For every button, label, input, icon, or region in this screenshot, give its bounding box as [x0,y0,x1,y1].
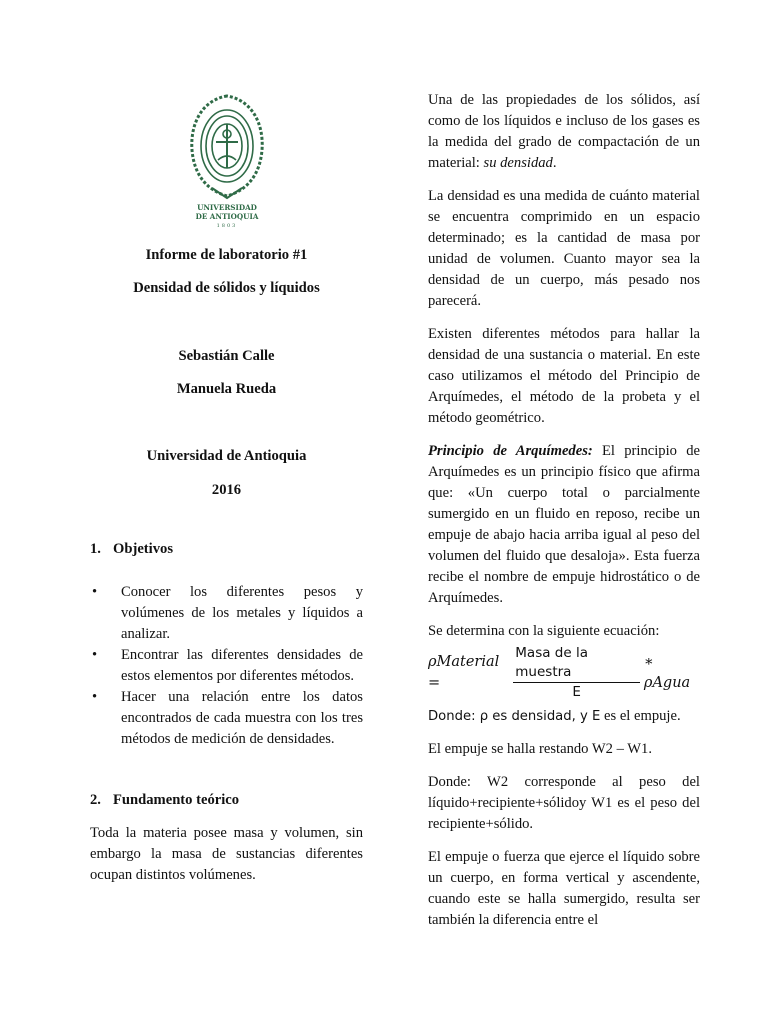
paragraph-methods: Existen diferentes métodos para hallar la densidad de una sustancia o material. En este caso utilizamos el método del Principio de Arquímedes, el método de la probeta y el método geométrico. [428,326,700,426]
formula-fraction [513,644,640,702]
section-1-title: Objetivos [113,541,173,557]
list-item [90,645,363,687]
university-logo [90,90,363,230]
objective-1: Conocer los diferentes pesos y volúmenes de los metales y líquidos a analizar. [121,584,363,642]
report-subject: Densidad de sólidos y líquidos [133,280,320,296]
left-column [90,90,363,886]
section-1-heading [90,539,363,560]
section-2-number: 2. [90,792,101,808]
paragraph-equation-intro: Se determina con la siguiente ecuación: [428,623,660,639]
right-column [428,90,700,931]
formula-rhs: ∗ ρAgua [643,654,691,691]
archimedes-text: El principio de Arquímedes es un principio físico que afirma que: «Un cuerpo total o parcialmente sumergido en un fluido en reposo, recibe un empuje de abajo hacia arriba igual al peso del volumen del fluido que desaloja». Esta fuerza recibe el nombre de empuje hidrostático o de Arquímedes. [428,443,700,606]
objective-2: Encontrar las diferentes densidades de estos elementos por diferentes métodos. [121,647,363,684]
logo-text-line2: DE ANTIOQUIA [195,212,258,221]
report-title: Informe de laboratorio #1 [145,247,308,263]
seal-icon [182,90,272,230]
author-1: Sebastián Calle [178,348,275,364]
list-item [90,687,363,750]
formula-lhs: ρMaterial = [428,654,500,691]
paragraph-properties [428,90,700,174]
author-2: Manuela Rueda [176,381,277,397]
paragraph-properties-text: Una de las propiedades de los sólidos, así como de los líquidos e incluso de los gases es la medida del grado de compactación de un material: [428,92,700,171]
paragraph-properties-end: . [552,155,557,171]
section-1-number: 1. [90,541,101,557]
paragraph-force: El empuje o fuerza que ejerce el líquido sobre un cuerpo, en forma vertical y ascendente, cuando este se halla sumergido, resulta ser también la diferencia entre el [428,849,700,928]
paragraph-archimedes [428,441,700,609]
objective-3: Hacer una relación entre los datos encontrados de cada muestra con los tres métodos de medición de densidades. [121,689,363,747]
section-2-paragraph-1: Toda la materia posee masa y volumen, sin embargo la masa de sustancias diferentes ocupan distintos volúmenes. [90,825,363,883]
formula-numerator: Masa de la muestra [513,644,640,683]
paragraph-w2-w1: Donde: W2 corresponde al peso del líquido+recipiente+sólidoy W1 es el peso del recipiente+sólido. [428,774,700,832]
logo-year: 1803 [216,223,237,229]
paragraph-density-definition: La densidad es una medida de cuánto material se encuentra comprimido en un espacio determinado; es la cantidad de masa por unidad de volumen. Cuanto mayor sea la densidad de un cuerpo, más pesado nos parecerá. [428,188,700,309]
objectives-list [90,582,363,750]
where-rho-end: es el empuje. [600,708,681,724]
bullet-icon: • [92,689,98,705]
density-formula [428,645,700,700]
where-rho-text: Donde: ρ es densidad, y E [428,709,601,724]
bullet-icon: • [92,584,98,600]
formula-denominator: E [572,684,581,700]
paragraph-thrust: El empuje se halla restando W2 – W1. [428,741,652,757]
section-2-title: Fundamento teórico [113,792,240,808]
paragraph-where-rho [428,706,700,727]
section-2-heading [90,790,363,811]
density-emphasis: su densidad [483,155,553,171]
list-item [90,582,363,645]
archimedes-label: Principio de Arquímedes: [428,443,593,459]
logo-text-line1: UNIVERSIDAD [196,203,257,212]
bullet-icon: • [92,647,98,663]
cover-year: 2016 [211,482,242,498]
institution: Universidad de Antioquia [146,448,307,464]
